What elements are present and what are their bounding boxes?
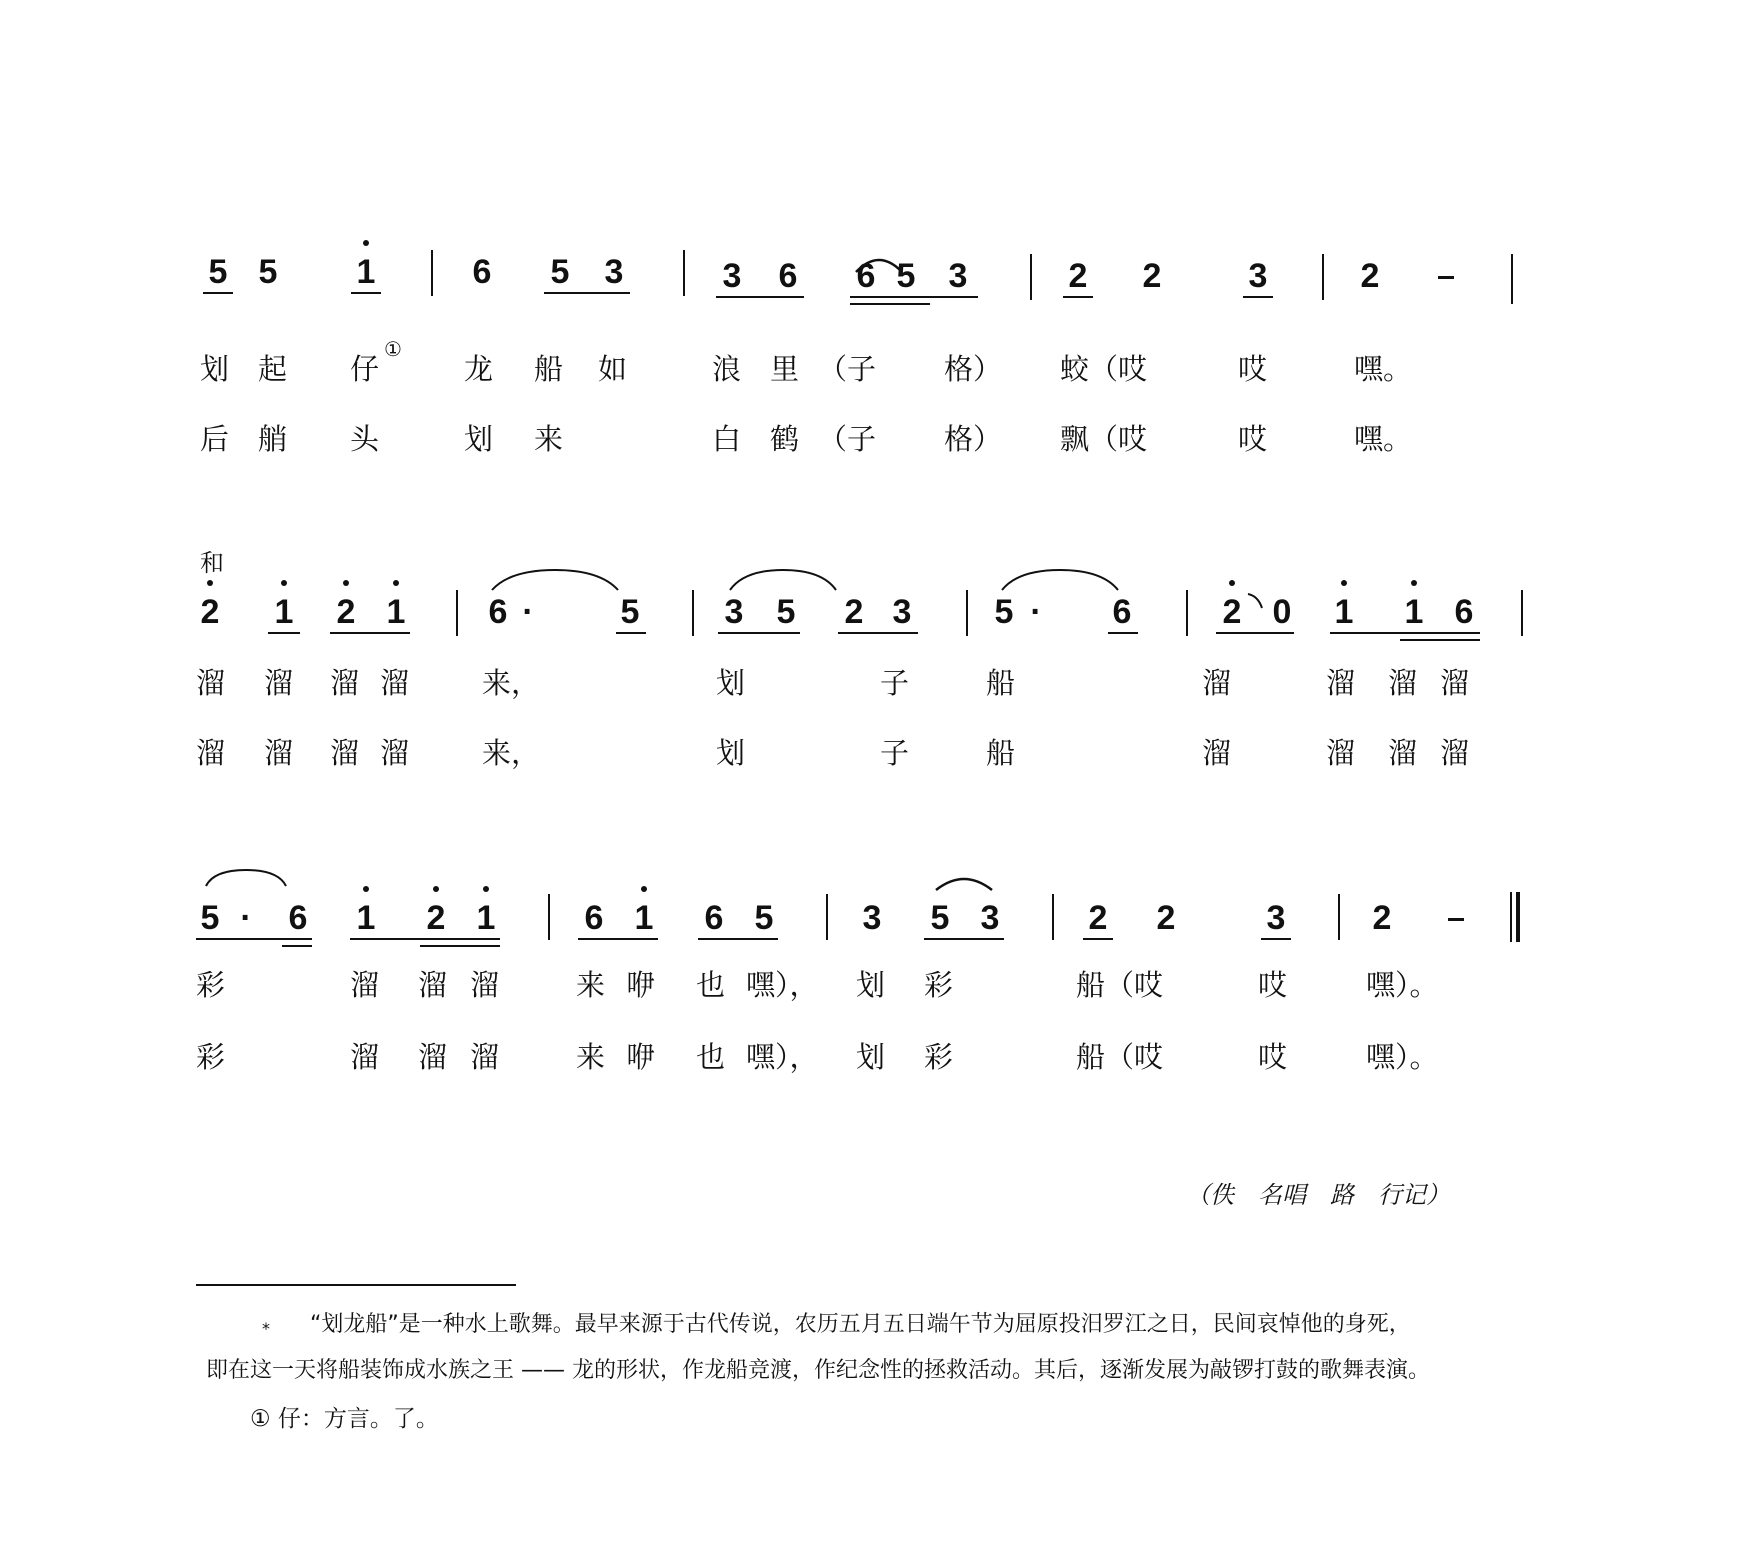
lyric: 嘿。 [1354,352,1413,386]
barline [1521,590,1523,636]
lyric: 浪 [712,352,742,386]
underline [924,938,1004,940]
slur [934,872,994,892]
note: 3 [892,593,912,631]
underline [420,945,500,947]
lyric: 里 [770,352,800,386]
lyric: 龙 [464,352,494,386]
lyric: 溜 [1202,736,1232,770]
barline [826,894,828,940]
note: 6 [856,257,876,295]
barline [1030,254,1032,300]
slur [1000,566,1120,592]
note: 3 [722,257,742,295]
underline [1216,632,1294,634]
lyric: 溜 [380,736,410,770]
underline [203,292,233,294]
lyric: 哎 [1258,968,1288,1002]
lyric: 也 [696,1040,726,1074]
final-barline [1510,892,1520,942]
note: 6 [472,253,492,291]
lyric: 格） [944,422,1003,456]
barline [456,590,458,636]
lyric: 溜 [1202,666,1232,700]
harmony-label: 和 [200,549,224,577]
note: 6 [584,899,604,937]
lyric: 划 [856,1040,886,1074]
note: 6 [1112,593,1132,631]
barline [431,250,433,296]
lyric: 后 [200,422,230,456]
lyric: 溜 [350,968,380,1002]
lyric: 头 [350,422,380,456]
note: 1 [624,898,664,938]
lyric: 划 [200,352,230,386]
note: 3 [724,593,744,631]
note: 2 [1068,257,1088,295]
lyric: 白 [712,422,742,456]
lyric: 划 [464,422,494,456]
lyric: 溜 [196,666,226,700]
lyric: 鹤 [770,422,800,456]
note: 0 [1272,593,1292,631]
lyric: 咿 [626,1040,656,1074]
lyric: 来， [482,666,541,700]
lyric: 嘿。 [1354,422,1413,456]
note: 5 [754,899,774,937]
underline [330,632,410,634]
note: 1 [466,898,506,938]
note: 3 [862,899,882,937]
barline [1511,254,1513,304]
underline [351,292,381,294]
note: 3 [1248,257,1268,295]
lyric: 溜 [1326,736,1356,770]
underline [718,632,800,634]
lyric: 也 [696,968,726,1002]
lyric: （子 [818,422,877,456]
lyric: 嘿）。 [1366,968,1439,1002]
note: 1 [346,252,386,292]
lyric: 划 [856,968,886,1002]
barline [1338,894,1340,940]
underline [1108,632,1138,634]
lyric: 船（哎 [1076,968,1164,1002]
underline [544,292,630,294]
lyric: 船 [986,666,1016,700]
underline [196,938,312,940]
lyric: 溜 [330,736,360,770]
lyric: 溜 [418,1040,448,1074]
underline [1400,639,1480,641]
lyric: 溜 [1388,666,1418,700]
extension-dash [1448,918,1464,921]
note: 2 [1360,257,1380,295]
underline [850,303,930,305]
lyric: 咿 [626,968,656,1002]
note: 3 [980,899,1000,937]
barline [1322,254,1324,300]
lyric: 如 [598,352,628,386]
lyric: 哎 [1258,1040,1288,1074]
underline [1330,632,1480,634]
note: 5 [930,899,950,937]
note: 1 [264,592,304,632]
note: 6 [778,257,798,295]
underline [268,632,300,634]
underline [578,938,658,940]
lyric: 溜 [380,666,410,700]
note: 2 [1088,899,1108,937]
note: 1 [346,898,386,938]
note: 2 [1372,899,1392,937]
note: 1 [1394,592,1434,632]
note: 5 [776,593,796,631]
lyric: 划 [716,666,746,700]
lyric: 船 [534,352,564,386]
lyric: 溜 [264,666,294,700]
lyric: 飘（哎 [1060,422,1148,456]
lyric: 彩 [924,968,954,1002]
lyric: 彩 [196,1040,226,1074]
lyric: 彩 [924,1040,954,1074]
extension-dash [1438,276,1454,279]
lyric: 溜 [470,968,500,1002]
note: 5 [550,253,570,291]
barline [548,894,550,940]
note: 5 [994,593,1014,631]
lyric: 来， [482,736,541,770]
note: 5 [896,257,916,295]
lyric: 溜 [470,1040,500,1074]
lyric: 溜 [1440,736,1470,770]
note: 3 [948,257,968,295]
lyric: 哎 [1238,422,1268,456]
note: · [1030,593,1042,631]
note: 2 [1142,257,1162,295]
note: · [522,593,534,631]
note: 2 [844,593,864,631]
note: 3 [604,253,624,291]
barline [692,590,694,636]
footnote-line-2: 即在这一天将船装饰成水族之王 —— 龙的形状，作龙船竞渡，作纪念性的拯救活动。其后，逐渐发展为敲锣打鼓的歌舞表演。 [206,1358,1430,1383]
barline [1186,590,1188,636]
lyric: （子 [818,352,877,386]
lyric: 起 [258,352,288,386]
note: 2 [326,592,366,632]
note: 1 [1324,592,1364,632]
underline [616,632,646,634]
lyric: 溜 [1388,736,1418,770]
note: 6 [488,593,508,631]
note: 3 [1266,899,1286,937]
lyric: 来 [576,1040,606,1074]
underline [1063,296,1093,298]
lyric: 嘿）， [746,1040,819,1074]
lyric: 子 [880,736,910,770]
note: · [240,899,252,937]
lyric: 溜 [1440,666,1470,700]
slur [204,866,288,888]
footnote-star: * [262,1319,270,1338]
underline [1243,296,1273,298]
lyric: 艄 [258,422,288,456]
lyric: 彩 [196,968,226,1002]
lyric: 溜 [264,736,294,770]
footnote-line-1: “划龙船”是一种水上歌舞。最早来源于古代传说，农历五月五日端午节为屈原投汨罗江之日，民间哀悼他的身死， [310,1312,1411,1337]
slur [490,566,620,592]
footnote-ref: ① [384,337,402,361]
lyric: 嘿）。 [1366,1040,1439,1074]
barline [1052,894,1054,940]
underline [716,296,804,298]
note: 5 [208,253,228,291]
note: 2 [190,592,230,632]
note: 2 [1212,592,1252,632]
slur [728,566,838,592]
underline [282,945,312,947]
lyric: 格） [944,352,1003,386]
lyric: 溜 [1326,666,1356,700]
lyric: 嘿）， [746,968,819,1002]
lyric: 哎 [1238,352,1268,386]
underline [850,296,978,298]
lyric: 来 [534,422,564,456]
footnote-line-3: ① 仔：方言。了。 [250,1406,439,1432]
footnote-rule [196,1284,516,1286]
lyric: 溜 [418,968,448,1002]
note: 2 [1156,899,1176,937]
note: 5 [200,899,220,937]
note: 5 [620,593,640,631]
note: 1 [376,592,416,632]
note: 5 [258,253,278,291]
lyric: 船 [986,736,1016,770]
lyric: 划 [716,736,746,770]
underline [350,938,500,940]
note: 6 [704,899,724,937]
note: 6 [1454,593,1474,631]
underline [698,938,778,940]
note: 6 [288,899,308,937]
barline [683,250,685,296]
note: 2 [416,898,456,938]
lyric: 仔 [350,352,380,386]
lyric: 来 [576,968,606,1002]
lyric: 溜 [350,1040,380,1074]
credit-line: （佚 名唱 路 行记） [1186,1181,1450,1209]
barline [966,590,968,636]
lyric: 溜 [196,736,226,770]
underline [1083,938,1113,940]
lyric: 溜 [330,666,360,700]
lyric: 船（哎 [1076,1040,1164,1074]
underline [838,632,918,634]
lyric: 蛟（哎 [1060,352,1148,386]
underline [1261,938,1291,940]
lyric: 子 [880,666,910,700]
